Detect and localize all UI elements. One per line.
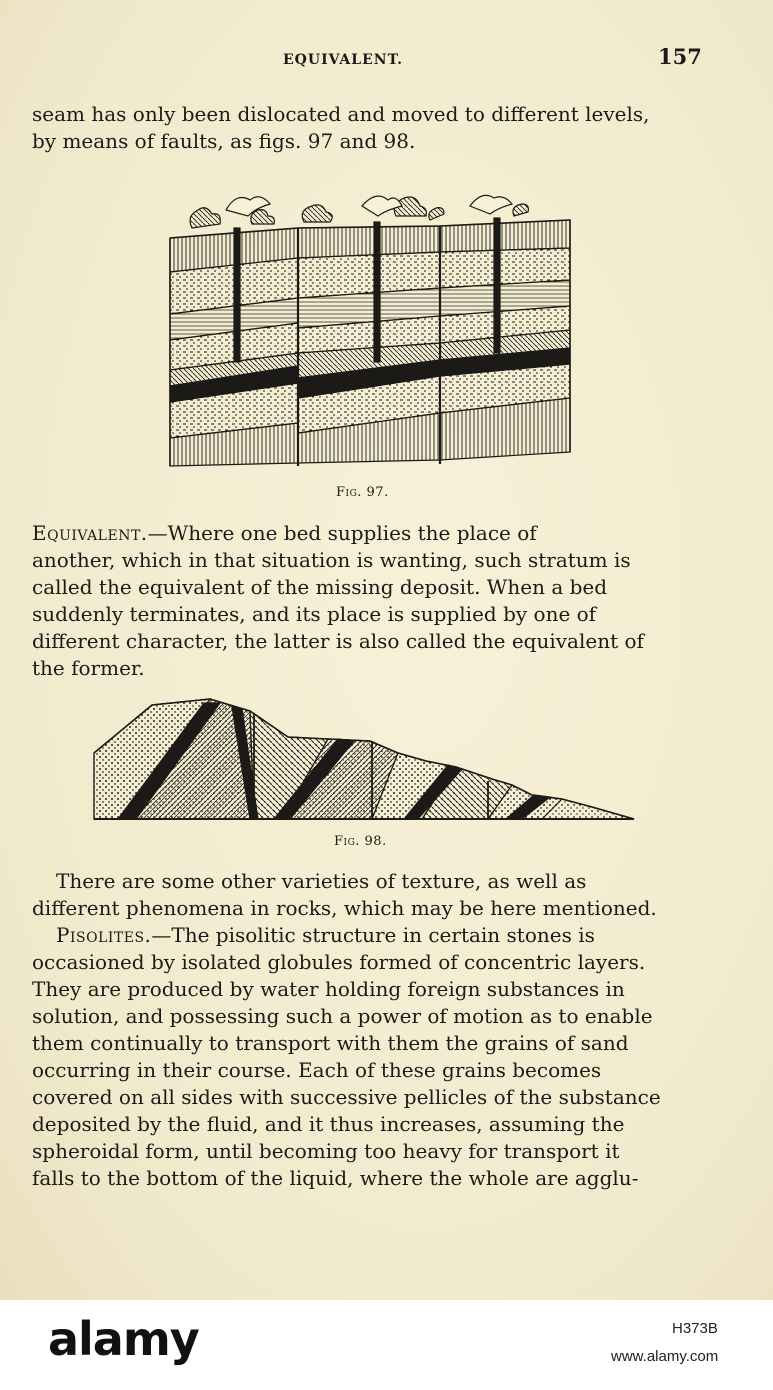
alamy-logo: alamy <box>48 1312 199 1366</box>
text-line: solution, and possessing such a power of motion as to enable <box>32 1004 653 1028</box>
entry-term: Equivalent. <box>32 521 148 545</box>
text-line: another, which in that situation is wanting, such stratum is <box>32 548 631 572</box>
text-line: falls to the bottom of the liquid, where the whole are agglu- <box>32 1166 639 1190</box>
text-line: deposited by the fluid, and it thus increases, assuming the <box>32 1112 625 1136</box>
text-line: by means of faults, as figs. 97 and 98. <box>32 129 416 153</box>
text-span: —The pisolitic structure in certain stones is <box>151 923 595 947</box>
text-line: occasioned by isolated globules formed of concentric layers. <box>32 950 646 974</box>
text-line: different character, the latter is also called the equivalent of <box>32 629 644 653</box>
text-span: —Where one bed supplies the place of <box>147 521 537 545</box>
text-line: They are produced by water holding foreign substances in <box>32 977 625 1001</box>
watermark-url: www.alamy.com <box>611 1348 719 1365</box>
entry-term: Pisolites. <box>56 923 152 947</box>
text-line: them continually to transport with them the grains of sand <box>32 1031 629 1055</box>
equivalent-paragraph <box>32 520 699 682</box>
text-line <box>32 922 699 949</box>
varieties-paragraph <box>32 868 699 922</box>
image-id-label: H373B <box>672 1320 718 1337</box>
running-head: EQUIVALENT. <box>283 52 404 68</box>
text-line: covered on all sides with successive pellicles of the substance <box>32 1085 661 1109</box>
faulted-strata-block-icon <box>168 188 572 470</box>
figure-caption: Fig. 98. <box>334 834 387 849</box>
text-line: spheroidal form, until becoming too heavy for transport it <box>32 1139 620 1163</box>
text-line: suddenly terminates, and its place is supplied by one of <box>32 602 597 626</box>
stratified-hill-section-icon <box>92 695 636 825</box>
text-line: the former. <box>32 656 145 680</box>
text-line <box>32 520 699 547</box>
text-line: called the equivalent of the missing deposit. When a bed <box>32 575 608 599</box>
text-line: seam has only been dislocated and moved to different levels, <box>32 102 650 126</box>
pisolites-paragraph <box>32 922 699 1192</box>
figure-caption: Fig. 97. <box>336 485 389 500</box>
intro-paragraph <box>32 101 699 155</box>
text-line: occurring in their course. Each of these grains becomes <box>32 1058 602 1082</box>
page-number: 157 <box>658 44 702 69</box>
text-line: different phenomena in rocks, which may be here mentioned. <box>32 896 657 920</box>
text-line: There are some other varieties of texture, as well as <box>56 869 587 893</box>
